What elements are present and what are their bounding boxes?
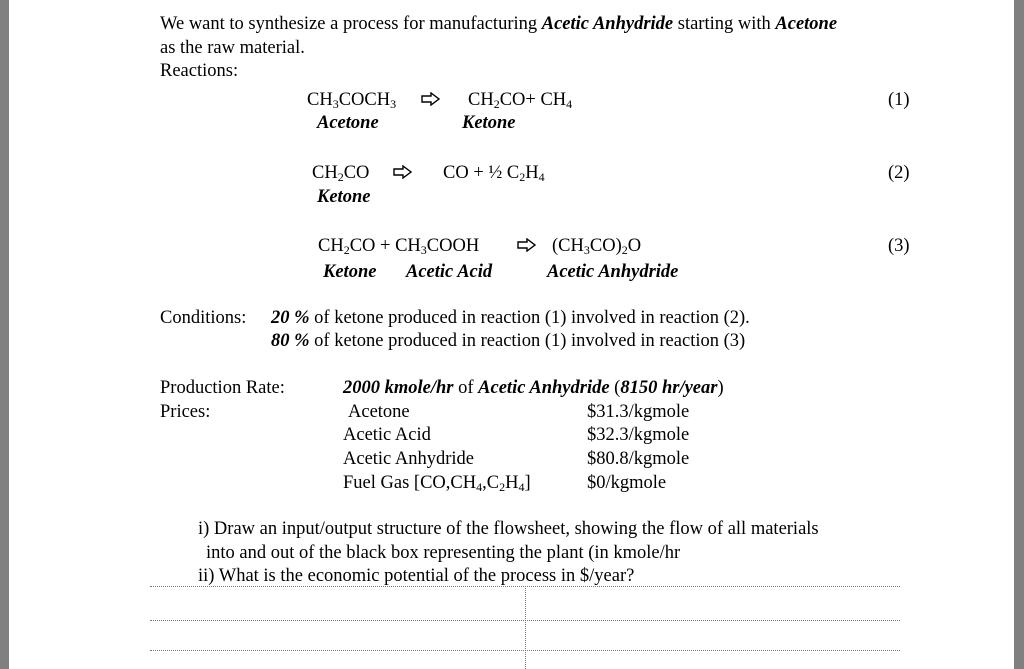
reaction-arrow-icon [517,235,537,257]
reaction-1-number: (1) [888,90,910,110]
condition-line-1: 20 % of ketone produced in reaction (1) involved in reaction (2). [271,308,750,328]
table-divider [525,586,526,669]
price-item-name: Fuel Gas $[CO,CH_4,C_2H_4]$ [343,473,531,494]
reaction-3-label-acetic-acid: Acetic Acid [406,262,493,282]
reaction-1-products: $CH_2CO+ CH_4$ [468,90,573,111]
price-item-value: $32.3/kgmole [587,425,690,445]
reaction-3-label-ketone: Ketone [323,262,377,282]
reaction-arrow-icon [393,162,413,184]
reaction-2-products: CO + ½ $C_2H_4$ [443,163,545,184]
price-item-value: $0/kgmole [587,473,667,493]
prices-label: Prices: [160,402,211,422]
intro-line-2: as the raw material. [160,38,305,58]
production-rate-value: 2000 kmole/hr of Acetic Anhydride (8150 hr/year) [343,378,724,398]
price-item-name: Acetic Acid [343,425,431,445]
question-1-line-1: i) Draw an input/output structure of the flowsheet, showing the flow of all materials [198,519,819,539]
reaction-3-label-acetic-anhydride: Acetic Anhydride [547,262,679,282]
reaction-3-number: (3) [888,236,910,256]
reaction-2-reactants: $CH_2CO$ [312,163,370,184]
question-2: ii) What is the economic potential of the process in $/year? [198,566,635,586]
price-item-name: Acetic Anhydride [343,449,474,469]
reactions-label: Reactions: [160,61,239,81]
reaction-1-reactants: $CH_3COCH_3$ [307,90,397,111]
price-item-value: $31.3/kgmole [587,402,690,422]
intro-line-1: We want to synthesize a process for manufacturing Acetic Anhydride starting with Acetone [160,14,838,34]
reaction-arrow-icon [421,89,441,111]
price-item-name: Acetone [348,402,410,422]
reaction-2-label-ketone: Ketone [317,187,371,207]
question-1-line-2: into and out of the black box representing the plant (in kmole/hr [206,543,681,563]
condition-line-2: 80 % of ketone produced in reaction (1) involved in reaction (3) [271,331,746,351]
reaction-3-products: $(CH_3CO)_2O$ [552,236,642,257]
production-rate-label: Production Rate: [160,378,285,398]
reaction-3-reactants: $CH_2CO$ + $CH_3COOH$ [318,236,480,257]
conditions-label: Conditions: [160,308,247,328]
reaction-1-label-acetone: Acetone [317,113,379,133]
reaction-1-label-ketone: Ketone [462,113,516,133]
reaction-2-number: (2) [888,163,910,183]
price-item-value: $80.8/kgmole [587,449,690,469]
document-page [9,0,1014,669]
